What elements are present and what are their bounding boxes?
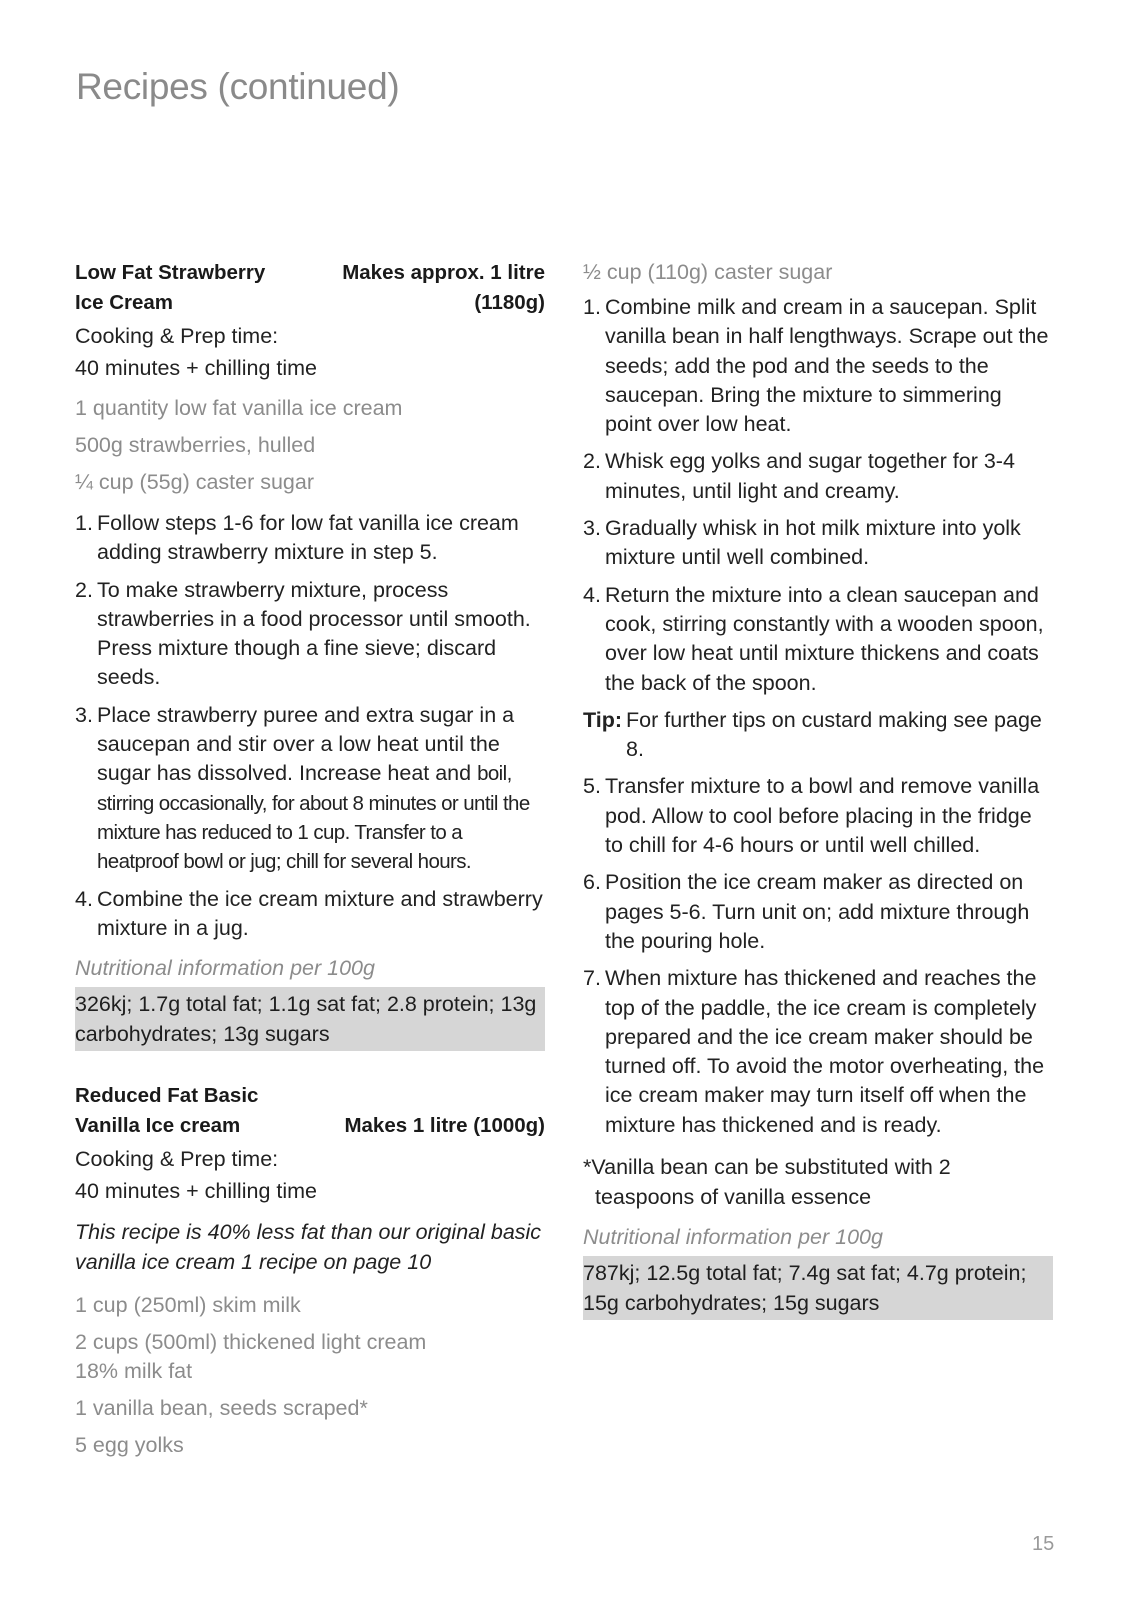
page-number: 15 — [1032, 1533, 1055, 1555]
step-text-part: Place strawberry puree and extra sugar in a saucepan and stir over a low heat until the sugar has dissolved. Increase heat and — [97, 702, 515, 786]
prep-time-value: 40 minutes + chilling time — [75, 1179, 317, 1204]
method-step — [583, 514, 1053, 573]
prep-time-value: 40 minutes + chilling time — [75, 356, 317, 380]
method-step — [583, 447, 1053, 506]
prep-time-label: Cooking & Prep time: — [75, 1147, 279, 1172]
ingredient: ½ cup (110g) caster sugar — [583, 260, 833, 284]
step-number: 1. — [75, 511, 93, 535]
step-text: Transfer mixture to a bowl and remove vanilla pod. Allow to cool before placing in the fridge to chill for 4-6 hours or until well chilled. — [605, 774, 1040, 858]
tip-note — [583, 706, 1053, 765]
recipe-title-line: Reduced Fat Basic — [75, 1084, 259, 1108]
step-text: Position the ice cream maker as directed on pages 5-6. Turn unit on; add mixture through the pouring hole. — [605, 870, 1030, 953]
step-number: 2. — [583, 449, 601, 474]
method-steps — [583, 772, 1053, 1140]
ingredient: 1 vanilla bean, seeds scraped* — [75, 1396, 368, 1421]
tip-text: For further tips on custard making see page 8. — [626, 707, 1042, 762]
step-text: Gradually whisk in hot milk mixture into yolk mixture until well combined. — [605, 516, 1021, 570]
recipe-title-line: Vanilla Ice cream — [75, 1114, 241, 1138]
nutrition-label: Nutritional information per 100g — [583, 1225, 883, 1250]
step-text: Return the mixture into a clean saucepan and cook, stirring constantly with a wooden spoon, over low heat until mixture thickens and coats the back of the spoon. — [605, 582, 1044, 695]
ingredient: ¼ cup (55g) caster sugar — [75, 470, 315, 494]
recipe-strawberry — [75, 258, 545, 1051]
footnote-line: teaspoons of vanilla essence — [595, 1185, 872, 1210]
nutrition-box: 326kj; 1.7g total fat; 1.1g sat fat; 2.8 protein; 13g carbohydrates; 13g sugars — [75, 987, 545, 1051]
step-number: 7. — [583, 966, 601, 991]
right-column — [583, 258, 1053, 1320]
step-text: Follow steps 1-6 for low fat vanilla ice cream adding strawberry mixture in step 5. — [97, 511, 519, 565]
step-text: Combine milk and cream in a saucepan. Split vanilla bean in half lengthways. Scrape out the seeds; add the pod and the seeds to the saucepan. Bring the mixture to simmering point over low heat. — [605, 295, 1049, 437]
step-number: 4. — [75, 886, 93, 911]
method-steps — [75, 509, 545, 943]
step-text: When mixture has thickened and reaches the top of the paddle, the ice cream is completely prepared and the ice cream maker should be turned off. To avoid the motor overheating, the ice cream maker may turn itself off when the mixture has thickened and is ready. — [605, 966, 1045, 1137]
step-number: 5. — [583, 774, 601, 799]
recipe-yield-line: (1180g) — [474, 291, 545, 314]
step-number: 1. — [583, 295, 601, 319]
step-text — [97, 701, 545, 877]
page-title: Recipes (continued) — [76, 66, 400, 107]
left-column — [75, 258, 545, 1468]
step-text-part-condensed: boil, stirring occasionally, for about 8 minutes or until the mixture has reduced to 1 cup. Transfer to a heatproof bowl or jug; chill for several hours. — [97, 762, 530, 874]
step-number: 3. — [75, 702, 93, 727]
ingredient: 2 cups (500ml) thickened light cream 18% milk fat — [75, 1330, 427, 1384]
recipe-title-line: Ice Cream — [75, 291, 174, 314]
method-step — [583, 293, 1053, 439]
ingredient: 1 cup (250ml) skim milk — [75, 1293, 301, 1318]
nutrition-box: 787kj; 12.5g total fat; 7.4g sat fat; 4.7g protein; 15g carbohydrates; 15g sugars — [583, 1256, 1053, 1320]
recipe-heading — [75, 258, 545, 288]
footnote — [583, 1152, 1053, 1212]
step-text: Whisk egg yolks and sugar together for 3-4 minutes, until light and creamy. — [605, 449, 1015, 503]
method-step — [75, 576, 545, 693]
step-number: 3. — [583, 516, 601, 541]
ingredient: 500g strawberries, hulled — [75, 433, 316, 457]
method-steps — [583, 293, 1053, 698]
footnote-line: *Vanilla bean can be substituted with 2 — [583, 1155, 951, 1180]
recipe-heading — [75, 1081, 545, 1111]
prep-time-label: Cooking & Prep time: — [75, 324, 279, 348]
recipe-title-line: Low Fat Strawberry — [75, 261, 266, 284]
step-text: Combine the ice cream mixture and strawberry mixture in a jug. — [97, 886, 543, 940]
method-step — [583, 964, 1053, 1140]
recipe-yield-line: Makes 1 litre (1000g) — [344, 1114, 545, 1138]
method-step — [583, 772, 1053, 860]
ingredient: 5 egg yolks — [75, 1433, 184, 1458]
step-number: 4. — [583, 582, 601, 607]
tip-label: Tip: — [583, 707, 623, 732]
step-number: 6. — [583, 870, 601, 895]
recipe-heading — [75, 288, 545, 318]
method-step — [75, 509, 545, 568]
method-step — [583, 581, 1053, 698]
recipe-yield-line: Makes approx. 1 litre — [342, 261, 545, 284]
method-step — [75, 885, 545, 944]
ingredient: 1 quantity low fat vanilla ice cream — [75, 396, 403, 420]
step-number: 2. — [75, 577, 93, 602]
recipe-heading — [75, 1111, 545, 1141]
method-step — [583, 868, 1053, 956]
recipe-intro: This recipe is 40% less fat than our original basic vanilla ice cream 1 recipe on page 10 — [75, 1220, 542, 1275]
nutrition-label: Nutritional information per 100g — [75, 956, 375, 981]
recipe-reduced-fat-vanilla — [75, 1081, 545, 1460]
step-text: To make strawberry mixture, process strawberries in a food processor until smooth. Press mixture though a fine sieve; discard seeds. — [97, 577, 531, 690]
method-step — [75, 701, 545, 877]
